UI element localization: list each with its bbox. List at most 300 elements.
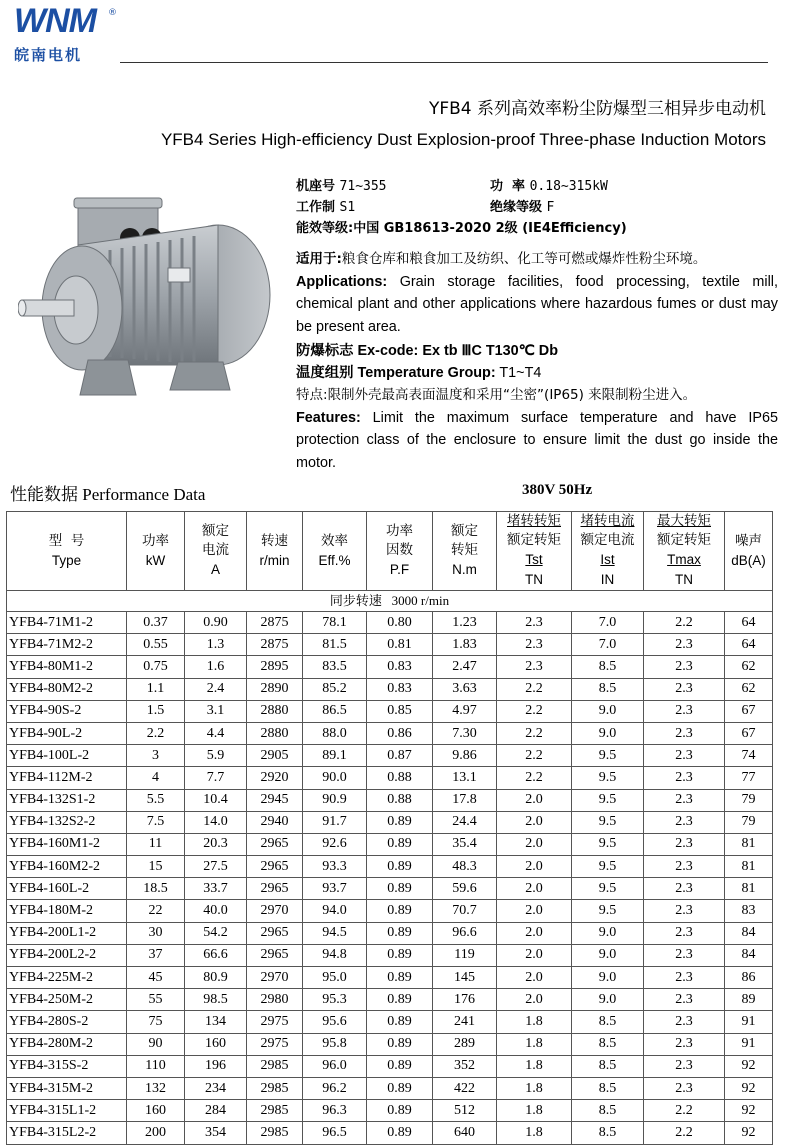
temp-group-line: 温度组别 Temperature Group: T1~T4: [296, 365, 542, 381]
cell-ist-ratio: 9.5: [572, 833, 644, 855]
cell-current: 54.2: [185, 922, 247, 944]
cell-current: 33.7: [185, 878, 247, 900]
cell-speed: 2875: [247, 612, 303, 634]
cell-power-factor: 0.89: [367, 856, 433, 878]
cell-type: YFB4-315M-2: [7, 1077, 127, 1099]
cell-ist-ratio: 9.0: [572, 989, 644, 1011]
cell-noise: 62: [725, 678, 773, 700]
cell-current: 7.7: [185, 767, 247, 789]
cell-tst-ratio: 2.3: [497, 656, 572, 678]
cell-efficiency: 93.7: [303, 878, 367, 900]
spec-frame: 机座号 71~355: [296, 179, 387, 194]
cell-speed: 2985: [247, 1055, 303, 1077]
cell-torque: 4.97: [433, 700, 497, 722]
table-row: [7, 1011, 773, 1033]
cell-tmax-ratio: 2.3: [644, 922, 725, 944]
cell-type: YFB4-200L2-2: [7, 944, 127, 966]
cell-ist-ratio: 8.5: [572, 1055, 644, 1077]
cell-power-factor: 0.89: [367, 967, 433, 989]
header-locked-current-ratio: 堵转电流 额定电流 Ist IN: [572, 512, 644, 591]
cell-current: 80.9: [185, 967, 247, 989]
cell-type: YFB4-80M2-2: [7, 678, 127, 700]
cell-speed: 2970: [247, 900, 303, 922]
cell-noise: 67: [725, 722, 773, 744]
table-row: [7, 612, 773, 634]
cell-ist-ratio: 8.5: [572, 1033, 644, 1055]
cell-noise: 81: [725, 856, 773, 878]
cell-current: 134: [185, 1011, 247, 1033]
cell-tmax-ratio: 2.3: [644, 878, 725, 900]
table-row: [7, 989, 773, 1011]
cell-torque: 24.4: [433, 811, 497, 833]
cell-power-factor: 0.89: [367, 1033, 433, 1055]
cell-power-factor: 0.89: [367, 1055, 433, 1077]
cell-torque: 145: [433, 967, 497, 989]
cell-power-factor: 0.89: [367, 1077, 433, 1099]
cell-power: 55: [127, 989, 185, 1011]
cell-torque: 289: [433, 1033, 497, 1055]
cell-tst-ratio: 2.3: [497, 634, 572, 656]
cell-speed: 2965: [247, 856, 303, 878]
cell-power-factor: 0.89: [367, 922, 433, 944]
excode-line: 防爆标志 Ex-code: Ex tb ⅢC T130℃ Db: [296, 343, 558, 359]
cell-tmax-ratio: 2.3: [644, 833, 725, 855]
cell-power-factor: 0.89: [367, 878, 433, 900]
cell-ist-ratio: 8.5: [572, 678, 644, 700]
cell-current: 5.9: [185, 745, 247, 767]
cell-current: 40.0: [185, 900, 247, 922]
cell-power-factor: 0.83: [367, 678, 433, 700]
cell-noise: 81: [725, 878, 773, 900]
cell-ist-ratio: 9.5: [572, 745, 644, 767]
cell-noise: 62: [725, 656, 773, 678]
cell-current: 14.0: [185, 811, 247, 833]
cell-tmax-ratio: 2.3: [644, 1011, 725, 1033]
cell-tst-ratio: 1.8: [497, 1055, 572, 1077]
cell-ist-ratio: 8.5: [572, 1011, 644, 1033]
cell-tst-ratio: 2.0: [497, 856, 572, 878]
cell-power: 4: [127, 767, 185, 789]
cell-type: YFB4-71M2-2: [7, 634, 127, 656]
table-row: [7, 856, 773, 878]
table-row: [7, 1100, 773, 1122]
cell-noise: 83: [725, 900, 773, 922]
cell-power-factor: 0.88: [367, 767, 433, 789]
cell-type: YFB4-90L-2: [7, 722, 127, 744]
cell-ist-ratio: 9.5: [572, 789, 644, 811]
cell-ist-ratio: 7.0: [572, 612, 644, 634]
cell-tmax-ratio: 2.3: [644, 745, 725, 767]
cell-noise: 79: [725, 811, 773, 833]
registered-mark: ®: [108, 8, 117, 18]
cell-efficiency: 85.2: [303, 678, 367, 700]
cell-efficiency: 90.9: [303, 789, 367, 811]
cell-noise: 84: [725, 944, 773, 966]
cell-type: YFB4-200L1-2: [7, 922, 127, 944]
cell-speed: 2970: [247, 967, 303, 989]
cell-type: YFB4-132S1-2: [7, 789, 127, 811]
cell-current: 98.5: [185, 989, 247, 1011]
table-row: [7, 1033, 773, 1055]
cell-tmax-ratio: 2.2: [644, 1100, 725, 1122]
cell-current: 66.6: [185, 944, 247, 966]
cell-torque: 2.47: [433, 656, 497, 678]
cell-type: YFB4-180M-2: [7, 900, 127, 922]
cell-torque: 48.3: [433, 856, 497, 878]
cell-power: 30: [127, 922, 185, 944]
cell-tst-ratio: 1.8: [497, 1077, 572, 1099]
cell-torque: 7.30: [433, 722, 497, 744]
table-header-row: [7, 512, 773, 591]
cell-speed: 2965: [247, 833, 303, 855]
cell-torque: 241: [433, 1011, 497, 1033]
cell-current: 284: [185, 1100, 247, 1122]
cell-current: 234: [185, 1077, 247, 1099]
cell-power: 37: [127, 944, 185, 966]
cell-power-factor: 0.89: [367, 811, 433, 833]
sync-speed-label: 同步转速 3000 r/min: [7, 591, 773, 612]
cell-power-factor: 0.89: [367, 833, 433, 855]
table-row: [7, 922, 773, 944]
cell-torque: 512: [433, 1100, 497, 1122]
cell-tst-ratio: 2.0: [497, 944, 572, 966]
cell-tst-ratio: 1.8: [497, 1033, 572, 1055]
cell-torque: 35.4: [433, 833, 497, 855]
cell-power-factor: 0.80: [367, 612, 433, 634]
cell-tst-ratio: 2.0: [497, 789, 572, 811]
cell-tst-ratio: 2.2: [497, 678, 572, 700]
cell-speed: 2975: [247, 1011, 303, 1033]
cell-torque: 59.6: [433, 878, 497, 900]
table-row: [7, 878, 773, 900]
cell-power: 160: [127, 1100, 185, 1122]
cell-power-factor: 0.85: [367, 700, 433, 722]
cell-type: YFB4-100L-2: [7, 745, 127, 767]
cell-ist-ratio: 8.5: [572, 1077, 644, 1099]
features-section: 特点:限制外壳最高表面温度和采用“尘密”(IP65) 来限制粉尘进入。 Features: Limit the maximum surface temperature and have IP65 protection class of the enclosure to ensure limit the dust go inside the motor.: [296, 387, 778, 471]
cell-type: YFB4-90S-2: [7, 700, 127, 722]
cell-efficiency: 86.5: [303, 700, 367, 722]
page-title-en: YFB4 Series High-efficiency Dust Explosion-proof Three-phase Induction Motors: [160, 130, 766, 149]
cell-noise: 92: [725, 1122, 773, 1144]
cell-noise: 91: [725, 1011, 773, 1033]
cell-efficiency: 96.5: [303, 1122, 367, 1144]
cell-noise: 84: [725, 922, 773, 944]
cell-speed: 2965: [247, 944, 303, 966]
cell-efficiency: 90.0: [303, 767, 367, 789]
table-row: [7, 656, 773, 678]
motor-image: [18, 190, 278, 420]
header-power-factor: 功率 因数 P.F: [367, 512, 433, 591]
cell-current: 196: [185, 1055, 247, 1077]
cell-type: YFB4-160M2-2: [7, 856, 127, 878]
cell-power-factor: 0.87: [367, 745, 433, 767]
cell-type: YFB4-80M1-2: [7, 656, 127, 678]
cell-type: YFB4-132S2-2: [7, 811, 127, 833]
cell-tst-ratio: 1.8: [497, 1011, 572, 1033]
cell-speed: 2880: [247, 722, 303, 744]
cell-power: 0.75: [127, 656, 185, 678]
cell-type: YFB4-225M-2: [7, 967, 127, 989]
spec-efficiency: 能效等级:中国 GB18613-2020 2级 (IE4Efficiency): [296, 221, 627, 236]
spec-power: 功 率 0.18~315kW: [490, 179, 608, 194]
cell-ist-ratio: 8.5: [572, 656, 644, 678]
cell-power: 2.2: [127, 722, 185, 744]
cell-torque: 13.1: [433, 767, 497, 789]
table-row: [7, 745, 773, 767]
cell-tmax-ratio: 2.2: [644, 612, 725, 634]
cell-tmax-ratio: 2.3: [644, 678, 725, 700]
cell-power: 45: [127, 967, 185, 989]
table-row: [7, 967, 773, 989]
cell-tst-ratio: 2.0: [497, 878, 572, 900]
cell-tmax-ratio: 2.3: [644, 856, 725, 878]
cell-torque: 176: [433, 989, 497, 1011]
cell-power-factor: 0.89: [367, 900, 433, 922]
table-row: [7, 789, 773, 811]
cell-current: 3.1: [185, 700, 247, 722]
cell-current: 1.6: [185, 656, 247, 678]
cell-efficiency: 88.0: [303, 722, 367, 744]
cell-type: YFB4-71M1-2: [7, 612, 127, 634]
cell-power: 90: [127, 1033, 185, 1055]
cell-tst-ratio: 2.2: [497, 745, 572, 767]
cell-ist-ratio: 9.5: [572, 878, 644, 900]
cell-ist-ratio: 9.5: [572, 767, 644, 789]
cell-tst-ratio: 2.2: [497, 767, 572, 789]
header-max-torque-ratio: 最大转矩 额定转矩 Tmax TN: [644, 512, 725, 591]
cell-tmax-ratio: 2.3: [644, 900, 725, 922]
cell-power: 15: [127, 856, 185, 878]
cell-tst-ratio: 2.0: [497, 811, 572, 833]
cell-efficiency: 92.6: [303, 833, 367, 855]
cell-speed: 2890: [247, 678, 303, 700]
cell-speed: 2975: [247, 1033, 303, 1055]
table-row: [7, 944, 773, 966]
cell-power: 5.5: [127, 789, 185, 811]
header-power: 功率 kW: [127, 512, 185, 591]
cell-efficiency: 96.0: [303, 1055, 367, 1077]
cell-speed: 2880: [247, 700, 303, 722]
cell-type: YFB4-315L2-2: [7, 1122, 127, 1144]
cell-type: YFB4-160L-2: [7, 878, 127, 900]
cell-tst-ratio: 2.0: [497, 900, 572, 922]
cell-ist-ratio: 8.5: [572, 1100, 644, 1122]
cell-torque: 9.86: [433, 745, 497, 767]
cell-torque: 17.8: [433, 789, 497, 811]
cell-speed: 2985: [247, 1122, 303, 1144]
cell-tst-ratio: 2.0: [497, 833, 572, 855]
header-speed: 转速 r/min: [247, 512, 303, 591]
cell-current: 1.3: [185, 634, 247, 656]
cell-tmax-ratio: 2.3: [644, 767, 725, 789]
application-section: 适用于:粮食仓库和粮食加工及纺织、化工等可燃或爆炸性粉尘环境。 Applications: Grain storage facilities, food processing, textile mill, chemical plant and other applications where hazardous fumes or dust may be present area.: [296, 251, 778, 335]
cell-current: 354: [185, 1122, 247, 1144]
cell-efficiency: 95.0: [303, 967, 367, 989]
cell-ist-ratio: 9.5: [572, 811, 644, 833]
cell-power: 22: [127, 900, 185, 922]
cell-power-factor: 0.86: [367, 722, 433, 744]
cell-efficiency: 95.3: [303, 989, 367, 1011]
page-title-cn: YFB4 系列高效率粉尘防爆型三相异步电动机: [428, 99, 766, 119]
cell-power-factor: 0.88: [367, 789, 433, 811]
cell-speed: 2875: [247, 634, 303, 656]
cell-type: YFB4-112M-2: [7, 767, 127, 789]
table-row: [7, 700, 773, 722]
table-row: [7, 722, 773, 744]
cell-efficiency: 91.7: [303, 811, 367, 833]
cell-type: YFB4-315L1-2: [7, 1100, 127, 1122]
cell-efficiency: 95.6: [303, 1011, 367, 1033]
cell-power: 132: [127, 1077, 185, 1099]
cell-torque: 422: [433, 1077, 497, 1099]
cell-tst-ratio: 2.0: [497, 967, 572, 989]
performance-condition: 380V 50Hz: [522, 482, 593, 498]
cell-noise: 91: [725, 1033, 773, 1055]
cell-speed: 2980: [247, 989, 303, 1011]
cell-power-factor: 0.81: [367, 634, 433, 656]
cell-power-factor: 0.83: [367, 656, 433, 678]
cell-type: YFB4-280M-2: [7, 1033, 127, 1055]
cell-efficiency: 95.8: [303, 1033, 367, 1055]
logo-wordmark: WNM: [14, 2, 96, 40]
cell-noise: 86: [725, 967, 773, 989]
header-torque: 额定 转矩 N.m: [433, 512, 497, 591]
cell-tst-ratio: 2.3: [497, 612, 572, 634]
cell-power: 1.5: [127, 700, 185, 722]
cell-tst-ratio: 2.2: [497, 700, 572, 722]
cell-speed: 2940: [247, 811, 303, 833]
cell-noise: 92: [725, 1100, 773, 1122]
cell-tmax-ratio: 2.3: [644, 811, 725, 833]
cell-current: 160: [185, 1033, 247, 1055]
cell-noise: 74: [725, 745, 773, 767]
cell-efficiency: 81.5: [303, 634, 367, 656]
cell-ist-ratio: 9.0: [572, 922, 644, 944]
table-row: [7, 1077, 773, 1099]
cell-tmax-ratio: 2.3: [644, 967, 725, 989]
cell-tst-ratio: 2.0: [497, 922, 572, 944]
cell-speed: 2965: [247, 878, 303, 900]
table-row: [7, 678, 773, 700]
performance-table: [6, 511, 773, 1145]
cell-tmax-ratio: 2.3: [644, 656, 725, 678]
cell-ist-ratio: 9.0: [572, 722, 644, 744]
table-row: [7, 767, 773, 789]
table-row: [7, 1055, 773, 1077]
cell-power: 18.5: [127, 878, 185, 900]
header-locked-torque-ratio: 堵转转矩 额定转矩 Tst TN: [497, 512, 572, 591]
header-efficiency: 效率 Eff.%: [303, 512, 367, 591]
cell-ist-ratio: 9.5: [572, 900, 644, 922]
cell-type: YFB4-280S-2: [7, 1011, 127, 1033]
table-row: [7, 634, 773, 656]
cell-noise: 77: [725, 767, 773, 789]
cell-efficiency: 94.0: [303, 900, 367, 922]
cell-efficiency: 83.5: [303, 656, 367, 678]
cell-efficiency: 93.3: [303, 856, 367, 878]
cell-noise: 81: [725, 833, 773, 855]
sync-speed-row: [7, 591, 773, 612]
cell-tmax-ratio: 2.3: [644, 944, 725, 966]
cell-tst-ratio: 1.8: [497, 1122, 572, 1144]
cell-noise: 67: [725, 700, 773, 722]
cell-efficiency: 78.1: [303, 612, 367, 634]
cell-speed: 2985: [247, 1100, 303, 1122]
performance-title: 性能数据 Performance Data: [10, 485, 206, 504]
cell-tmax-ratio: 2.3: [644, 989, 725, 1011]
spec-insulation: 绝缘等级 F: [490, 200, 555, 215]
header-type: 型 号 Type: [7, 512, 127, 591]
cell-tmax-ratio: 2.3: [644, 700, 725, 722]
table-row: [7, 1122, 773, 1144]
cell-ist-ratio: 9.5: [572, 856, 644, 878]
cell-speed: 2895: [247, 656, 303, 678]
cell-current: 20.3: [185, 833, 247, 855]
cell-power: 200: [127, 1122, 185, 1144]
cell-noise: 92: [725, 1055, 773, 1077]
table-row: [7, 811, 773, 833]
cell-power: 75: [127, 1011, 185, 1033]
cell-tmax-ratio: 2.3: [644, 789, 725, 811]
cell-power: 1.1: [127, 678, 185, 700]
cell-torque: 1.23: [433, 612, 497, 634]
cell-type: YFB4-250M-2: [7, 989, 127, 1011]
cell-torque: 1.83: [433, 634, 497, 656]
table-row: [7, 833, 773, 855]
cell-noise: 64: [725, 612, 773, 634]
cell-current: 4.4: [185, 722, 247, 744]
cell-type: YFB4-315S-2: [7, 1055, 127, 1077]
company-logo: [8, 2, 118, 64]
cell-noise: 89: [725, 989, 773, 1011]
cell-speed: 2965: [247, 922, 303, 944]
cell-tmax-ratio: 2.3: [644, 1033, 725, 1055]
cell-ist-ratio: 9.0: [572, 967, 644, 989]
cell-power: 0.37: [127, 612, 185, 634]
cell-torque: 640: [433, 1122, 497, 1144]
cell-noise: 79: [725, 789, 773, 811]
cell-power: 110: [127, 1055, 185, 1077]
cell-tmax-ratio: 2.3: [644, 1055, 725, 1077]
cell-tmax-ratio: 2.3: [644, 634, 725, 656]
cell-current: 2.4: [185, 678, 247, 700]
cell-power: 7.5: [127, 811, 185, 833]
cell-power-factor: 0.89: [367, 989, 433, 1011]
spec-duty: 工作制 S1: [296, 200, 356, 215]
cell-noise: 92: [725, 1077, 773, 1099]
cell-power: 0.55: [127, 634, 185, 656]
cell-tmax-ratio: 2.3: [644, 722, 725, 744]
cell-power-factor: 0.89: [367, 1122, 433, 1144]
header-current: 额定 电流 A: [185, 512, 247, 591]
cell-type: YFB4-160M1-2: [7, 833, 127, 855]
cell-ist-ratio: 9.0: [572, 700, 644, 722]
header-noise: 噪声 dB(A): [725, 512, 773, 591]
table-row: [7, 900, 773, 922]
cell-efficiency: 89.1: [303, 745, 367, 767]
cell-power-factor: 0.89: [367, 1100, 433, 1122]
cell-power: 3: [127, 745, 185, 767]
cell-noise: 64: [725, 634, 773, 656]
company-name-cn: 皖南电机: [14, 46, 83, 64]
cell-ist-ratio: 8.5: [572, 1122, 644, 1144]
cell-tmax-ratio: 2.3: [644, 1077, 725, 1099]
cell-power-factor: 0.89: [367, 944, 433, 966]
cell-power-factor: 0.89: [367, 1011, 433, 1033]
cell-current: 0.90: [185, 612, 247, 634]
cell-ist-ratio: 9.0: [572, 944, 644, 966]
